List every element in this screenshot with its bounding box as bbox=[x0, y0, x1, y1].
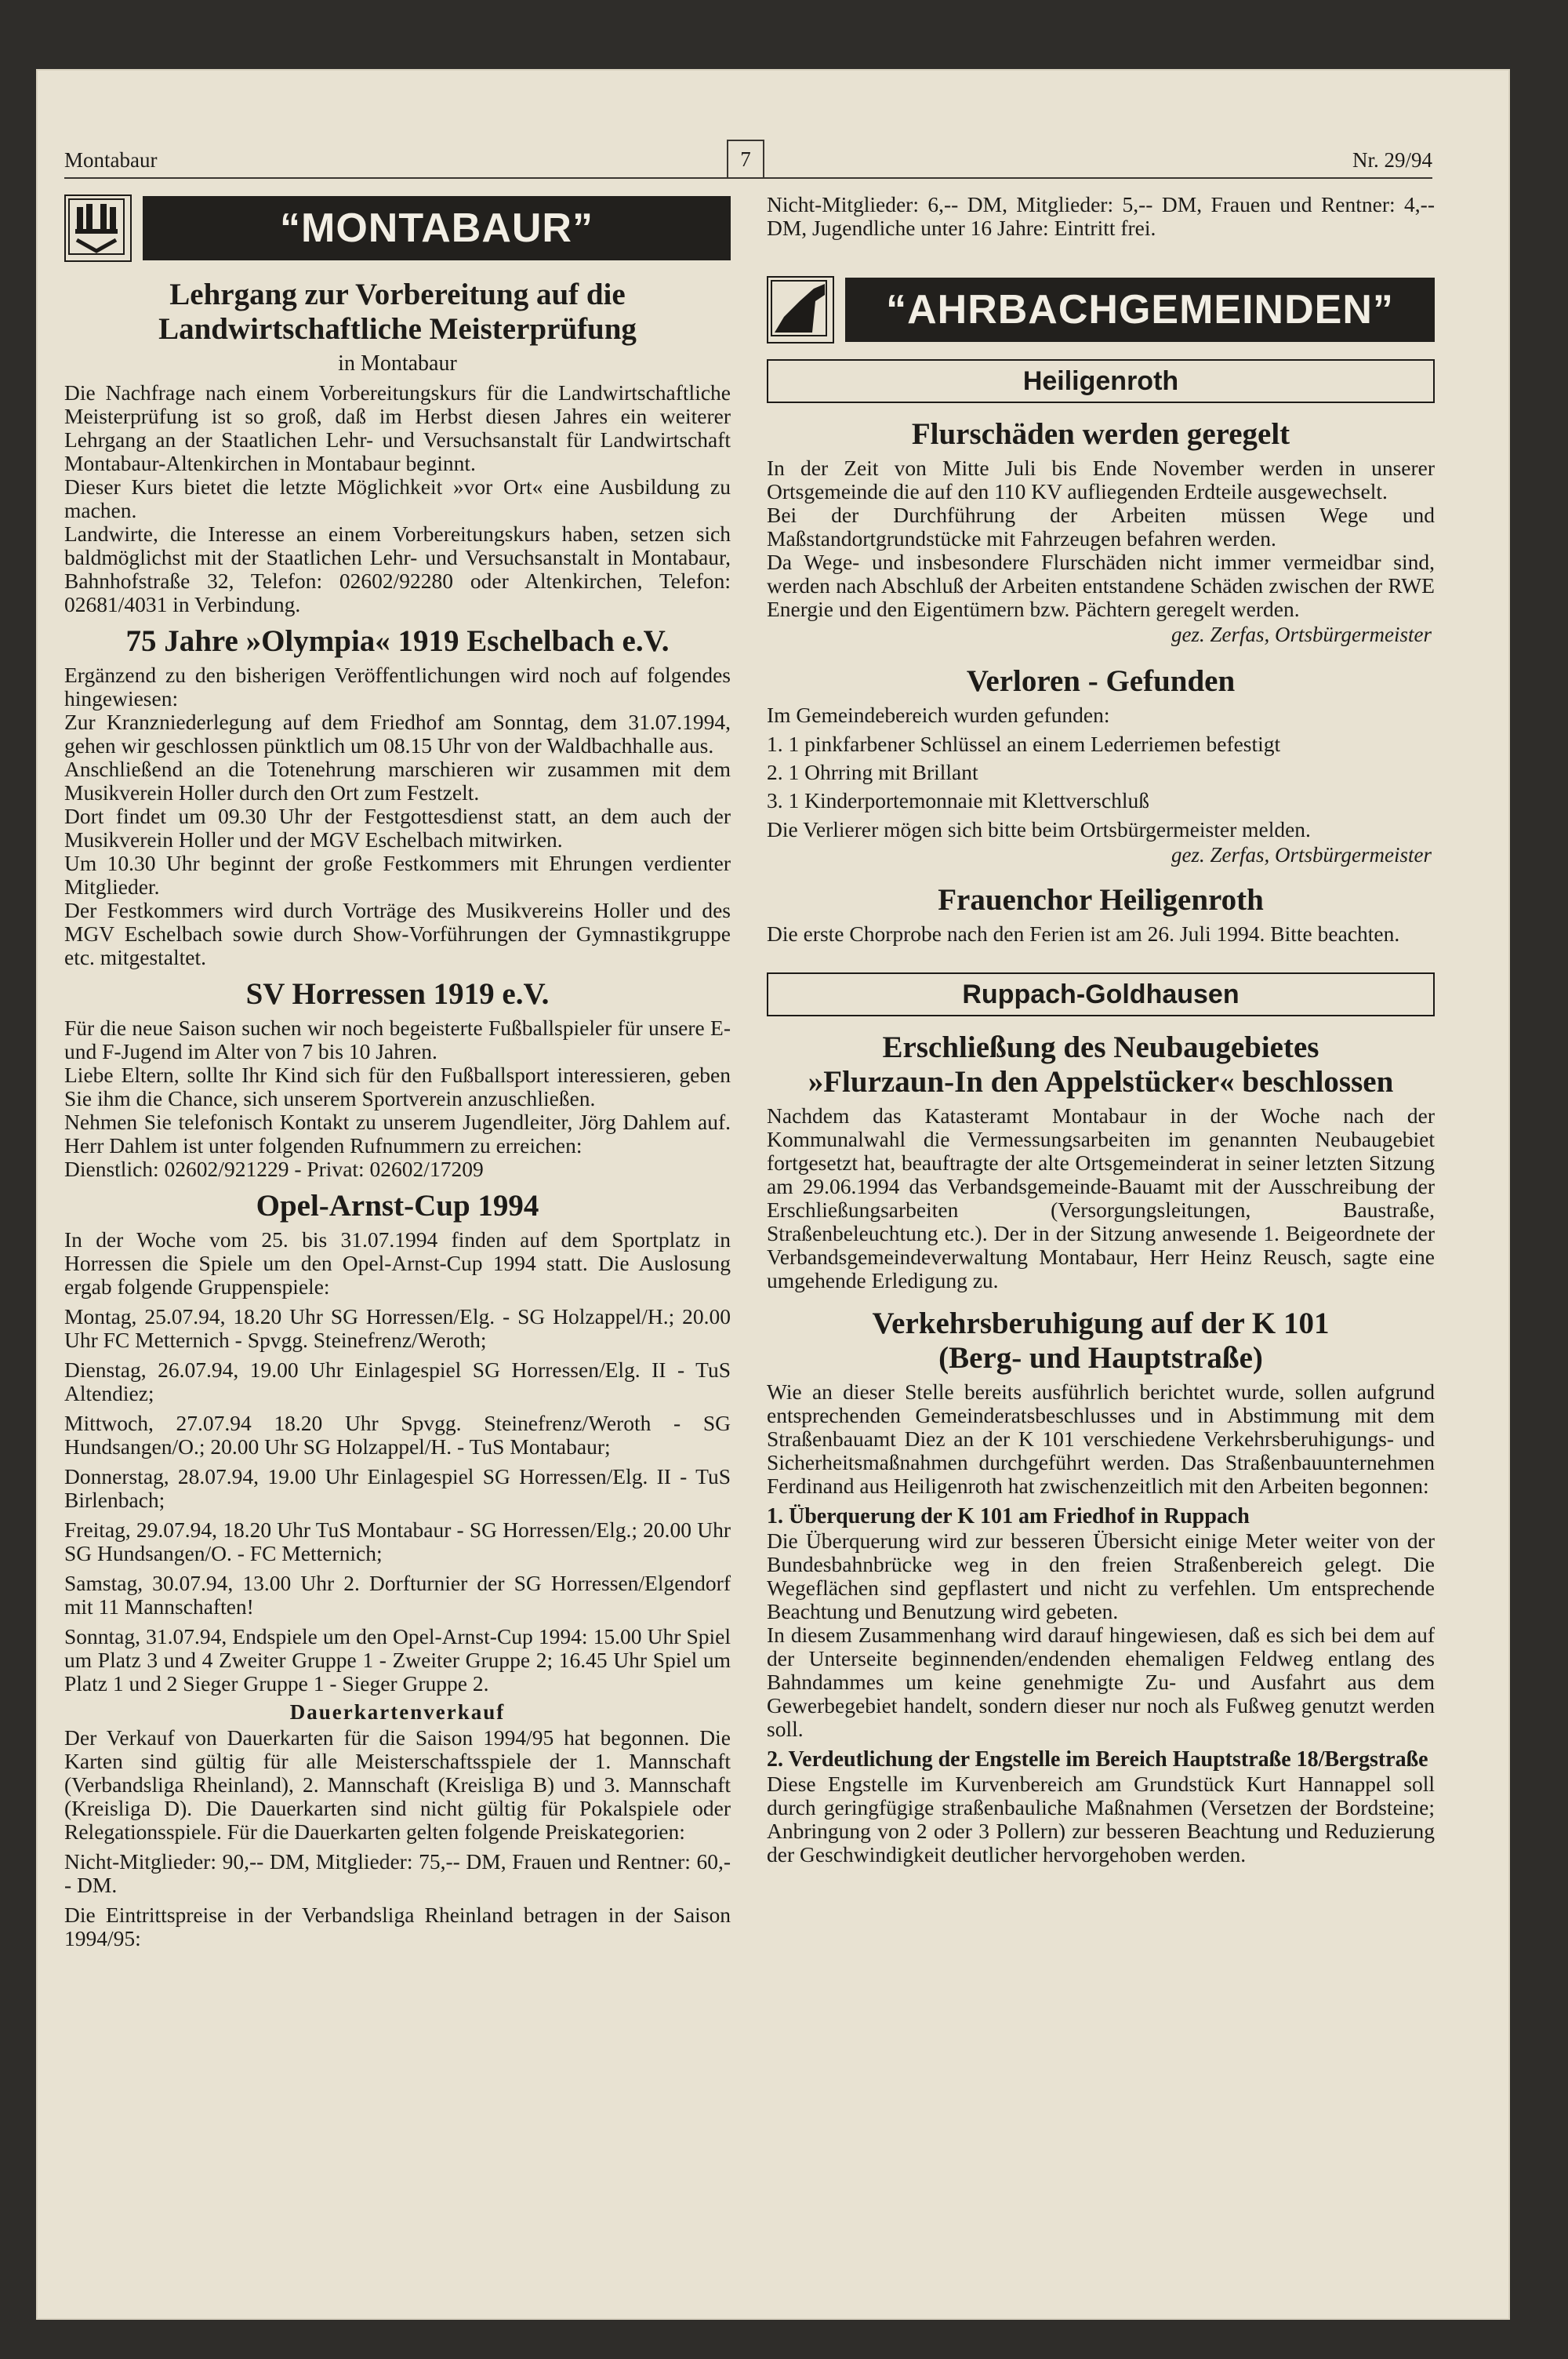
paragraph: Landwirte, die Interesse an einem Vorbereitungskurs haben, setzen sich baldmöglichst mit der Staatlichen Lehr- und Versuchsanstalt in Montabaur, Bahnhofstraße 32, Telefon: 02602/92280 oder Altenkirchen, Telefon: 02681/4031 in Verbindung. bbox=[64, 522, 731, 616]
signature: gez. Zerfas, Ortsbürgermeister bbox=[1171, 843, 1432, 867]
article-title: Frauenchor Heiligenroth bbox=[938, 883, 1264, 917]
article-title: 75 Jahre »Olympia« 1919 Eschelbach e.V. bbox=[125, 624, 670, 658]
paragraph: Die Überquerung wird zur besseren Übersicht einige Meter weiter von der Bundesbahnbrücke weg in den freien Straßenbereich gelegt. Die Wegeflächen sind gepflastert und nicht zu verfehlen. Um entsprechende Beachtung und Benutzung wird gebeten. bbox=[767, 1528, 1435, 1623]
paragraph-continued: Nicht-Mitglieder: 6,-- DM, Mitglieder: 5,-- DM, Frauen und Rentner: 4,-- DM, Jugendliche unter 16 Jahre: Eintritt frei. bbox=[767, 192, 1435, 240]
schedule-entry: Freitag, 29.07.94, 18.20 Uhr TuS Montabaur - SG Horressen/Elg.; 20.00 Uhr SG Hundsangen/O. - FC Metternich; bbox=[64, 1518, 731, 1565]
paragraph: Diese Engstelle im Kurvenbereich am Grundstück Kurt Hannappel soll durch geringfügige straßenbauliche Maßnahmen (Versetzen der Bordsteine; Anbringung von 2 oder 3 Pollern) zur besseren Beachtung und Reduzierung der Geschwindigkeit deutlicher hervorgehoben werden. bbox=[767, 1772, 1435, 1866]
article-verkehrsberuhigung bbox=[767, 1307, 1435, 1866]
schedule-entry: Donnerstag, 28.07.94, 19.00 Uhr Einlagespiel SG Horressen/Elg. II - TuS Birlenbach; bbox=[64, 1464, 731, 1512]
article-meisterpruefung bbox=[64, 278, 731, 616]
paragraph: Im Gemeindebereich wurden gefunden: bbox=[767, 703, 1110, 727]
paragraph: Dienstlich: 02602/921229 - Privat: 02602/17209 bbox=[64, 1157, 484, 1181]
paragraph: Anschließend an die Totenehrung marschieren wir zusammen mit dem Musikverein Holler durch den Ort zum Festzelt. bbox=[64, 757, 731, 805]
paragraph: In der Woche vom 25. bis 31.07.1994 finden auf dem Sportplatz in Horressen die Spiele um den Opel-Arnst-Cup 1994 statt. Die Auslosung ergab folgende Gruppenspiele: bbox=[64, 1227, 731, 1299]
list-item: 1. 1 pinkfarbener Schlüssel an einem Lederriemen befestigt bbox=[767, 732, 1281, 756]
paragraph: Nicht-Mitglieder: 90,-- DM, Mitglieder: 75,-- DM, Frauen und Rentner: 60,-- DM. bbox=[64, 1849, 731, 1897]
article-title: SV Horressen 1919 e.V. bbox=[245, 977, 550, 1011]
paragraph: Nachdem das Katasteramt Montabaur in der Woche nach der Kommunalwahl die Vermessungsarbeiten im genannten Neubaugebiet fortgesetzt hat, beauftragte der alte Ortsgemeinderat in seiner letzten Sitzung am 29.06.1994 das Verbandsgemeinde-Bauamt mit der Ausschreibung der Erschließungsarbeiten (Versorgungsleitungen, Baustraße, Straßenbeleuchtung etc.). Der in der Sitzung anwesende 1. Beigeordnete der Verbandsgemeindeverwaltung Montabaur, Herr Heinz Reusch, sagte eine umgehende Erledigung zu. bbox=[767, 1103, 1435, 1292]
article-neubaugebiet bbox=[767, 1030, 1435, 1292]
ahrbach-banner-title: “AHRBACHGEMEINDEN” bbox=[845, 278, 1435, 342]
article-title-line2: Landwirtschaftliche Meisterprüfung bbox=[158, 312, 637, 346]
header-town: Montabaur bbox=[64, 148, 158, 172]
article-title-line2: (Berg- und Hauptstraße) bbox=[938, 1341, 1263, 1375]
article-title-line2: »Flurzaun-In den Appelstücker« beschlossen bbox=[808, 1065, 1394, 1099]
list-item: 2. 1 Ohrring mit Brillant bbox=[767, 760, 978, 784]
section-ruppach-goldhausen: Ruppach-Goldhausen bbox=[767, 972, 1435, 1016]
article-subtitle: in Montabaur bbox=[338, 351, 457, 376]
article-title: Verloren - Gefunden bbox=[966, 664, 1236, 698]
paragraph: Der Festkommers wird durch Vorträge des Musikvereins Holler und des MGV Eschelbach sowie durch Show-Vorführungen der Gymnastikgruppe etc. mitgestaltet. bbox=[64, 898, 731, 969]
article-title-line1: Verkehrsberuhigung auf der K 101 bbox=[872, 1307, 1330, 1340]
paragraph: Ergänzend zu den bisherigen Veröffentlichungen wird noch auf folgendes hingewiesen: bbox=[64, 663, 731, 711]
paragraph: Nehmen Sie telefonisch Kontakt zu unserem Jugendleiter, Jörg Dahlem auf. Herr Dahlem ist unter folgenden Rufnummern zu erreichen: bbox=[64, 1110, 731, 1158]
schedule-entry: Sonntag, 31.07.94, Endspiele um den Opel-Arnst-Cup 1994: 15.00 Uhr Spiel um Platz 3 und 4 Zweiter Gruppe 1 - Zweiter Gruppe 2; 16.45 Uhr Spiel um Platz 1 und 2 Sieger Gruppe 1 - Sieger Gruppe 2. bbox=[64, 1624, 731, 1696]
section-heiligenroth: Heiligenroth bbox=[767, 359, 1435, 403]
ahrbach-banner bbox=[767, 274, 1435, 345]
paragraph: Da Wege- und insbesondere Flurschäden nicht immer vermeidbar sind, werden nach Abschluß der Arbeiten entstandene Schäden zwischen der RWE Energie und den Eigentümern bzw. Pächtern geregelt werden. bbox=[767, 550, 1435, 621]
subheading: Dauerkartenverkauf bbox=[289, 1700, 506, 1724]
paragraph: Bei der Durchführung der Arbeiten müssen Wege und Maßstandortgrundstücke mit Fahrzeugen befahren werden. bbox=[767, 503, 1435, 551]
paragraph: Für die neue Saison suchen wir noch begeisterte Fußballspieler für unsere E- und F-Jugend im Alter von 7 bis 10 Jahren. bbox=[64, 1016, 731, 1063]
article-verloren-gefunden bbox=[767, 664, 1435, 867]
schedule-entry: Mittwoch, 27.07.94 18.20 Uhr Spvgg. Steinefrenz/Weroth - SG Hundsangen/O.; 20.00 Uhr SG Holzappel/H. - TuS Montabaur; bbox=[64, 1411, 731, 1459]
article-flurschaeden bbox=[767, 417, 1435, 647]
paragraph: Die Nachfrage nach einem Vorbereitungskurs für die Landwirtschaftliche Meisterprüfung ist so groß, daß im Herbst diesen Jahres ein weiterer Lehrgang an der Staatlichen Lehr- und Versuchsanstalt für Landwirtschaft Montabaur-Altenkirchen in Montabaur beginnt. bbox=[64, 380, 731, 475]
list-item: 3. 1 Kinderportemonnaie mit Klettverschluß bbox=[767, 788, 1150, 812]
paragraph: Der Verkauf von Dauerkarten für die Saison 1994/95 hat begonnen. Die Karten sind gültig für alle Meisterschaftsspiele der 1. Mannschaft (Verbandsliga Rheinland), 2. Mannschaft (Kreisliga B) und 3. Mannschaft (Kreisliga D). Die Dauerkarten sind nicht gültig für Pokalspiele oder Relegationsspiele. Für die Dauerkarten gelten folgende Preiskategorien: bbox=[64, 1725, 731, 1844]
article-title: Opel-Arnst-Cup 1994 bbox=[256, 1189, 539, 1223]
left-column bbox=[64, 193, 731, 1950]
montabaur-banner-title: “MONTABAUR” bbox=[143, 196, 731, 260]
article-title: Flurschäden werden geregelt bbox=[911, 417, 1290, 451]
paragraph: Die Verlierer mögen sich bitte beim Ortsbürgermeister melden. bbox=[767, 817, 1311, 841]
article-title-line1: Lehrgang zur Vorbereitung auf die bbox=[169, 278, 626, 311]
schedule-entry: Montag, 25.07.94, 18.20 Uhr SG Horressen/Elg. - SG Holzappel/H.; 20.00 Uhr FC Metternich - Spvgg. Steinefrenz/Weroth; bbox=[64, 1304, 731, 1352]
paragraph: Liebe Eltern, sollte Ihr Kind sich für den Fußballsport interessieren, geben Sie ihm die Chance, sich unserem Sportverein anzuschließen. bbox=[64, 1063, 731, 1110]
article-sv-horressen bbox=[64, 977, 731, 1181]
paragraph: In diesem Zusammenhang wird darauf hingewiesen, daß es sich bei dem auf der Unterseite beginnenden/endenden ehemaligen Feldweg entlang des Bahndammes um keine genehmigte Zu- und Ausfahrt aus dem Gewerbegebiet handelt, sondern dieser nur noch als Fußweg genutzt werden soll. bbox=[767, 1623, 1435, 1741]
paragraph: Um 10.30 Uhr beginnt der große Festkommers mit Ehrungen verdienter Mitglieder. bbox=[64, 851, 731, 899]
numbered-heading: 2. Verdeutlichung der Engstelle im Bereich Hauptstraße 18/Bergstraße bbox=[767, 1747, 1428, 1772]
paragraph: Die Eintrittspreise in der Verbandsliga Rheinland betragen in der Saison 1994/95: bbox=[64, 1903, 731, 1950]
page-header bbox=[64, 138, 1432, 179]
article-olympia-eschelbach bbox=[64, 624, 731, 969]
numbered-heading: 1. Überquerung der K 101 am Friedhof in Ruppach bbox=[767, 1504, 1250, 1528]
found-items-list bbox=[767, 730, 1435, 815]
montabaur-crest-icon bbox=[64, 194, 132, 262]
paragraph: Dort findet um 09.30 Uhr der Festgottesdienst statt, an dem auch der Musikverein Holler und der MGV Eschelbach mitwirken. bbox=[64, 804, 731, 852]
page-number: 7 bbox=[727, 140, 764, 179]
paragraph: Die erste Chorprobe nach den Ferien ist am 26. Juli 1994. Bitte beachten. bbox=[767, 921, 1400, 946]
paragraph: Wie an dieser Stelle bereits ausführlich berichtet wurde, sollen aufgrund entsprechenden Gemeinderatsbeschlusses und in Abstimmung mit dem Straßenbauamt Diez an der K 101 verschiedene Verkehrsberuhigungs- und Sicherheitsmaßnahmen durchgeführt werden. Das Straßenbauunternehmen Ferdinand aus Heiligenroth hat zwischenzeitlich mit den Arbeiten begonnen: bbox=[767, 1379, 1435, 1498]
schedule-entry: Samstag, 30.07.94, 13.00 Uhr 2. Dorfturnier der SG Horressen/Elgendorf mit 11 Mannschaften! bbox=[64, 1571, 731, 1619]
schedule-entry: Dienstag, 26.07.94, 19.00 Uhr Einlagespiel SG Horressen/Elg. II - TuS Altendiez; bbox=[64, 1358, 731, 1405]
issue-number: Nr. 29/94 bbox=[1352, 148, 1432, 172]
article-title-line1: Erschließung des Neubaugebietes bbox=[882, 1030, 1319, 1064]
montabaur-banner bbox=[64, 193, 731, 264]
paragraph: Zur Kranzniederlegung auf dem Friedhof am Sonntag, dem 31.07.1994, gehen wir geschlossen pünktlich um 08.15 Uhr von der Waldbachhalle aus. bbox=[64, 710, 731, 758]
right-column bbox=[767, 193, 1435, 1866]
paragraph: Dieser Kurs bietet die letzte Möglichkeit »vor Ort« eine Ausbildung zu machen. bbox=[64, 474, 731, 522]
signature: gez. Zerfas, Ortsbürgermeister bbox=[1171, 623, 1432, 646]
ahrbach-emblem-icon bbox=[767, 276, 834, 343]
article-opel-arnst-cup bbox=[64, 1189, 731, 1950]
paragraph: In der Zeit von Mitte Juli bis Ende November werden in unserer Ortsgemeinde die auf den 110 KV aufliegenden Erdteile ausgewechselt. bbox=[767, 456, 1435, 503]
article-frauenchor bbox=[767, 883, 1435, 946]
